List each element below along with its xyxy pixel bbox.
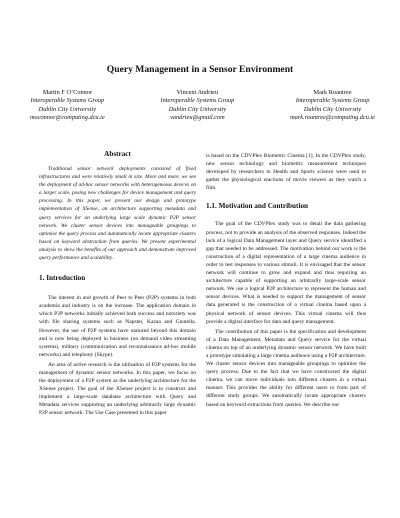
author-affiliation: Interoperable Systems Group xyxy=(295,97,370,105)
author-email: vandrieu@gmail.com xyxy=(170,114,225,122)
author-email: mark.roantree@computing.dcu.ie xyxy=(290,114,375,122)
left-column xyxy=(39,150,196,418)
author-institution: Dublin City University xyxy=(38,105,97,113)
abstract-text: Traditional sensor network deployments consisted of fixed infrastructures and were relatively small in size. More and more, we see the deployment of ad-hoc sensor networks with heterogeneous devices on a larger scale, posing new challenges for device management and query processing. In this paper, we present our design and prototype implementation of XSense, an architecture supporting metadata and query services for an underlying large scale dynamic P2P sensor network. We cluster sensor devices into manageable groupings to optimise the query process and automatically locate appropriate clusters based on keyword abstraction from queries. We present experimental analysis to show the benefits of our approach and demonstrate improved query performance and scalability. xyxy=(39,166,196,262)
intro-heading: 1. Introduction xyxy=(39,274,86,283)
author-3 xyxy=(290,89,375,123)
motivation-paragraph: The goal of the CDVPlex study was to detail the data gathering process, not to provide an analysis of the observed responses. Indeed the lack of a logical Data Management layer and Query service identified a gap that needed to be addressed. The motivation behind our work is the construction of a digital representation of a large cinema audience in order to test responses to various stimuli. It is envisaged that the sensor network will continue to grow and expand and thus requiring an architecture capable of supporting an arbitrarily large-scale sensor network. We use a logical P2P architecture to represent the human and sensor devices. What is needed to support the management of sensor data generated is the construction of a virtual cinema based upon a physical network of sensor devices. This virtual cinema will thus provide a digital interface for data and query management. xyxy=(206,221,366,325)
intro-paragraph: An area of active research is the utilisation of P2P systems for the management of dynamic sensor networks. In this paper, we focus on the deployment of a P2P system as the underlying architecture for the XSense project. The goal of the XSense project is to construct and implement a large-scale database architecture with Query and Metadata services supporting an underlying arbitrarily large dynamic P2P sensor network. The Use Case presented in this paper xyxy=(39,361,196,417)
motivation-heading: 1.1. Motivation and Contribution xyxy=(206,202,309,211)
author-name: Martin F O’Connor xyxy=(42,89,93,96)
intro-paragraph: The interest in and growth of Peer to Peer (P2P) systems in both academia and industry is on the increase. The application domain in which P2P networks initially achieved both success and notoriety was with file sharing systems such as Napster, Kazaa and Gnutella. However, the use of P2P systems have matured beyond this domain and is now being deployed in business (on demand video streaming systems), military (communication and reconnaissance ad-hoc mobile networks) and telephony (Skype). xyxy=(39,295,196,358)
author-2 xyxy=(161,89,235,123)
right-column xyxy=(206,152,366,409)
abstract-heading: Abstract xyxy=(104,150,131,158)
author-email: moconnor@computing.dcu.ie xyxy=(30,114,105,122)
motivation-paragraph: The contribution of this paper is the specification and development of a Data Management, Metadata and Query service for the virtual cinema on top of an underlying dynamic sensor network. We have built a prototype simulating a large cinema audience using a P2P architecture. We cluster sensor devices into manageable groupings to optimise the query process. Due to the fact that we have constructed the digital cinema, we can move individuals into different clusters in a virtual manner. This provides the ability for different users to form part of different study groups. We automatically locate appropriate clusters based on keyword extractions from queries. We describe our xyxy=(206,328,366,408)
author-block xyxy=(30,89,375,123)
intro-continuation: is based on the CDVPlex Biometric Cinema [1]. In the CDVPlex study, new sensor technology and biometric measurement techniques developed by researchers in Health and Sports science were used to gather the physiological reactions of movie viewers as they watch a film. xyxy=(206,153,366,192)
paper-title: Query Management in a Sensor Environment xyxy=(106,64,294,75)
author-institution: Dublin City University xyxy=(303,105,362,113)
author-name: Vincent Andrieu xyxy=(176,89,219,96)
author-affiliation: Interoperable Systems Group xyxy=(160,97,235,105)
author-affiliation: Interoperable Systems Group xyxy=(30,97,105,105)
author-name: Mark Roantree xyxy=(313,89,352,96)
author-1 xyxy=(30,89,105,123)
author-institution: Dublin City University xyxy=(168,105,227,113)
